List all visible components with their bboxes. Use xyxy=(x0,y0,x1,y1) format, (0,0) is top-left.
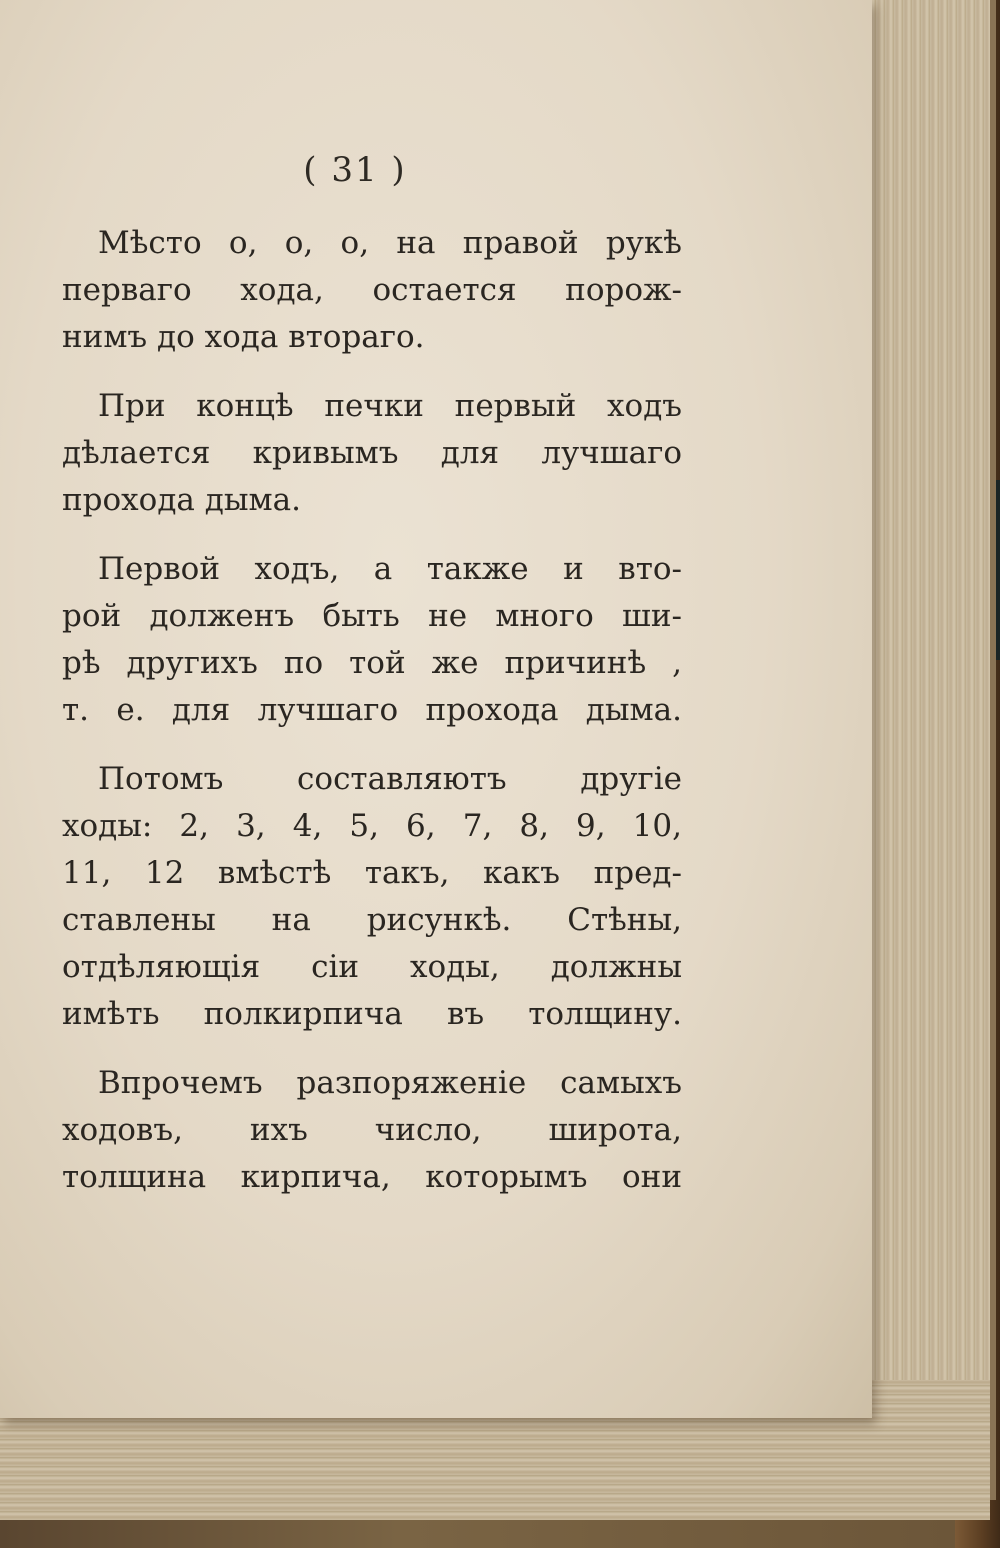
text-line: ставлены на рисункѣ. Стѣны, xyxy=(62,902,682,938)
text-line: Первой ходъ, а также и вто- xyxy=(98,551,682,587)
text-line: Впрочемъ разпоряженіе самыхъ xyxy=(98,1065,682,1101)
body-text xyxy=(62,220,682,1223)
text-line: дѣлается кривымъ для лучшаго xyxy=(62,435,682,471)
page-number: ( 31 ) xyxy=(303,150,407,190)
text-line: отдѣляющія сіи ходы, должны xyxy=(62,949,682,985)
text-line: толщина кирпича, которымъ они xyxy=(62,1159,682,1195)
text-line: нимъ до хода втораго. xyxy=(62,319,425,355)
paragraph-1 xyxy=(62,220,682,361)
paragraph-2 xyxy=(62,383,682,524)
text-line: ходы: 2, 3, 4, 5, 6, 7, 8, 9, 10, xyxy=(62,808,682,844)
text-line: рой долженъ быть не много ши- xyxy=(62,598,682,634)
text-line: прохода дыма. xyxy=(62,482,301,518)
text-line: рѣ другихъ по той же причинѣ , xyxy=(62,645,682,681)
text-line: 11, 12 вмѣстѣ такъ, какъ пред- xyxy=(62,855,682,891)
text-line: ходовъ, ихъ число, широта, xyxy=(62,1112,682,1148)
text-line: Мѣсто о, о, о, на правой рукѣ xyxy=(98,225,682,261)
text-line: Потомъ составляютъ другіе xyxy=(98,761,682,797)
text-line: т. е. для лучшаго прохода дыма. xyxy=(62,692,682,728)
paragraph-3 xyxy=(62,546,682,734)
text-line: имѣть полкирпича въ толщину. xyxy=(62,996,682,1032)
text-line: перваго хода, остается порож- xyxy=(62,272,682,308)
paragraph-4 xyxy=(62,756,682,1038)
paragraph-5 xyxy=(62,1060,682,1201)
text-line: При концѣ печки первый ходъ xyxy=(98,388,682,424)
